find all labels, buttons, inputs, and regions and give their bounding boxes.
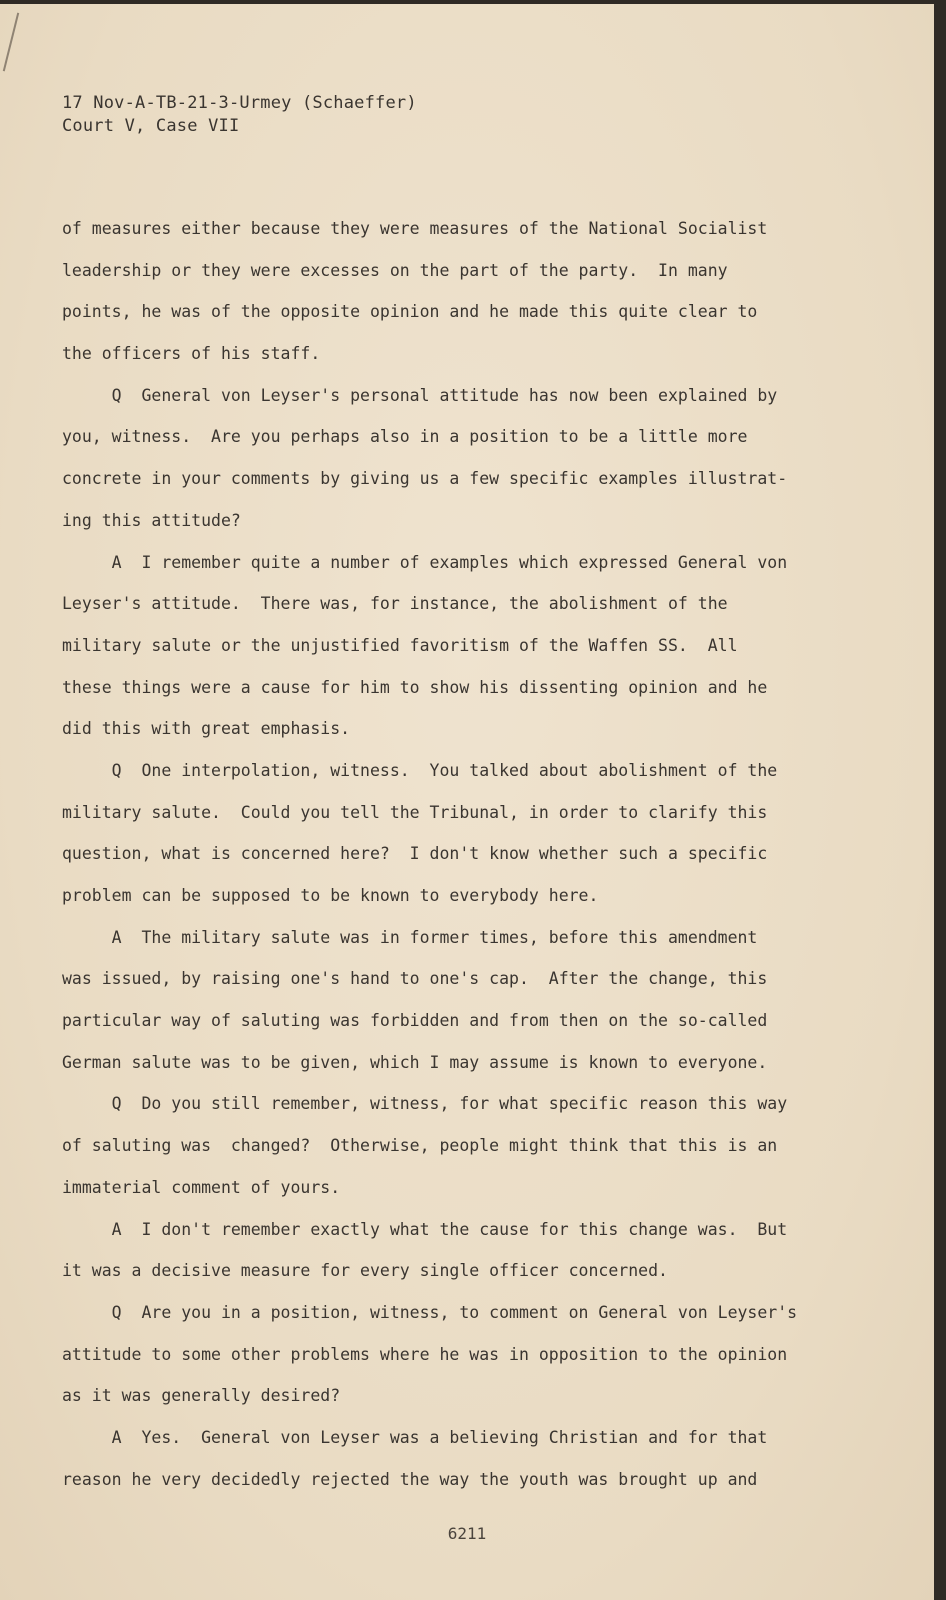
transcript-line: Q One interpolation, witness. You talked about abolishment of the bbox=[62, 760, 778, 780]
transcript-line: question, what is concerned here? I don't know whether such a specific bbox=[62, 844, 768, 864]
court-case: Court V, Case VII bbox=[62, 116, 240, 136]
transcript-line: Q Do you still remember, witness, for what specific reason this way bbox=[62, 1094, 788, 1114]
transcript-line: Q General von Leyser's personal attitude has now been explained by bbox=[62, 385, 778, 405]
transcript-line: as it was generally desired? bbox=[62, 1386, 341, 1406]
transcript-line: of saluting was changed? Otherwise, people might think that this is an bbox=[62, 1136, 778, 1156]
transcript-line: A I remember quite a number of examples which expressed General von bbox=[62, 552, 788, 572]
transcript-line: immaterial comment of yours. bbox=[62, 1177, 341, 1197]
transcript-line: leadership or they were excesses on the part of the party. In many bbox=[62, 260, 728, 280]
transcript-line: ing this attitude? bbox=[62, 510, 241, 530]
transcript-line: A Yes. General von Leyser was a believing Christian and for that bbox=[62, 1427, 768, 1447]
transcript-line: A The military salute was in former times, before this amendment bbox=[62, 927, 758, 947]
transcript-line: reason he very decidedly rejected the way the youth was brought up and bbox=[62, 1469, 758, 1489]
transcript-line: Q Are you in a position, witness, to comment on General von Leyser's bbox=[62, 1302, 798, 1322]
transcript-line: military salute or the unjustified favoritism of the Waffen SS. All bbox=[62, 635, 738, 655]
paper-crease-mark bbox=[3, 13, 19, 72]
transcript-line: attitude to some other problems where he was in opposition to the opinion bbox=[62, 1344, 788, 1364]
transcript-line: particular way of saluting was forbidden and from then on the so-called bbox=[62, 1011, 768, 1031]
transcript-line: it was a decisive measure for every single officer concerned. bbox=[62, 1261, 668, 1281]
transcript-line: of measures either because they were measures of the National Socialist bbox=[62, 219, 768, 238]
transcript-line: did this with great emphasis. bbox=[62, 719, 351, 739]
transcript-line: military salute. Could you tell the Tribunal, in order to clarify this bbox=[62, 802, 768, 822]
document-reference: 17 Nov-A-TB-21-3-Urmey (Schaeffer) bbox=[62, 93, 417, 113]
transcript-line: concrete in your comments by giving us a few specific examples illustrat- bbox=[62, 469, 788, 489]
transcript-line: the officers of his staff. bbox=[62, 344, 321, 364]
document-header bbox=[62, 92, 417, 138]
transcript-line: A I don't remember exactly what the cause for this change was. But bbox=[62, 1219, 788, 1239]
transcript-line: these things were a cause for him to show his dissenting opinion and he bbox=[62, 677, 768, 697]
transcript-body bbox=[62, 208, 842, 1500]
transcript-line: was issued, by raising one's hand to one's cap. After the change, this bbox=[62, 969, 768, 989]
page-number: 6211 bbox=[447, 1524, 487, 1543]
transcript-line: you, witness. Are you perhaps also in a position to be a little more bbox=[62, 427, 748, 447]
transcript-line: Leyser's attitude. There was, for instance, the abolishment of the bbox=[62, 594, 728, 614]
transcript-line: German salute was to be given, which I may assume is known to everyone. bbox=[62, 1052, 768, 1072]
transcript-line: problem can be supposed to be known to everybody here. bbox=[62, 886, 599, 905]
transcript-line: points, he was of the opposite opinion and he made this quite clear to bbox=[62, 302, 758, 322]
